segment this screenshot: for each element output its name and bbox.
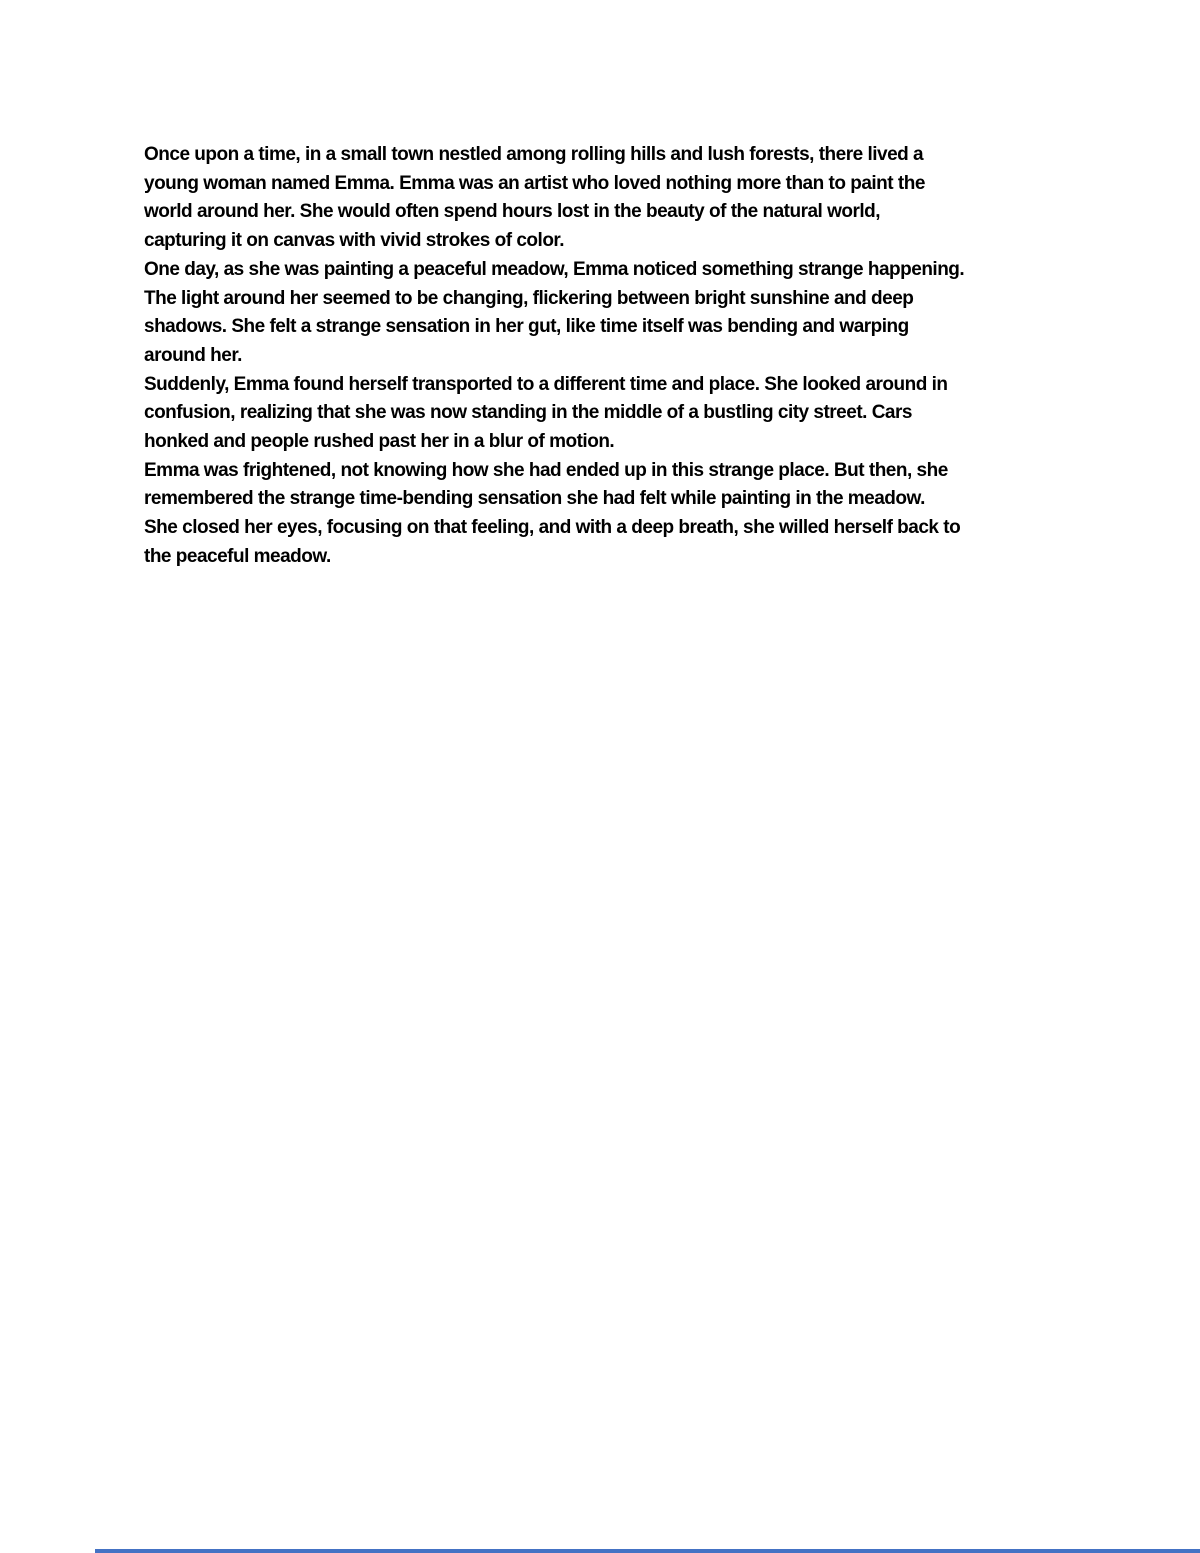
text-line: Emma was frightened, not knowing how she had ended up in this strange place. But then, she xyxy=(144,459,948,481)
text-line: capturing it on canvas with vivid strokes of color. xyxy=(144,230,565,252)
text-line: confusion, realizing that she was now standing in the middle of a bustling city street. Cars xyxy=(144,402,912,424)
text-line: Once upon a time, in a small town nestled among rolling hills and lush forests, there lived a xyxy=(144,144,924,165)
text-line: Suddenly, Emma found herself transported to a different time and place. She looked around in xyxy=(144,373,948,395)
text-line: world around her. She would often spend hours lost in the beauty of the natural world, xyxy=(144,201,881,223)
paragraph xyxy=(144,256,1054,371)
text-line: She closed her eyes, focusing on that feeling, and with a deep breath, she willed herself back to xyxy=(144,517,961,539)
text-line: the peaceful meadow. xyxy=(144,545,331,567)
story-text xyxy=(144,141,1054,572)
paragraph xyxy=(144,141,1054,256)
text-line: honked and people rushed past her in a blur of motion. xyxy=(144,431,615,453)
text-line: The light around her seemed to be changing, flickering between bright sunshine and deep xyxy=(144,287,914,309)
text-line: One day, as she was painting a peaceful meadow, Emma noticed something strange happening. xyxy=(144,258,965,280)
paragraph xyxy=(144,457,1054,572)
text-line: remembered the strange time-bending sensation she had felt while painting in the meadow. xyxy=(144,488,925,510)
text-line: around her. xyxy=(144,344,242,366)
text-line: shadows. She felt a strange sensation in her gut, like time itself was bending and warping xyxy=(144,316,909,338)
text-line: young woman named Emma. Emma was an artist who loved nothing more than to paint the xyxy=(144,172,925,194)
paragraph xyxy=(144,371,1054,457)
bottom-border-line xyxy=(95,1549,1200,1553)
